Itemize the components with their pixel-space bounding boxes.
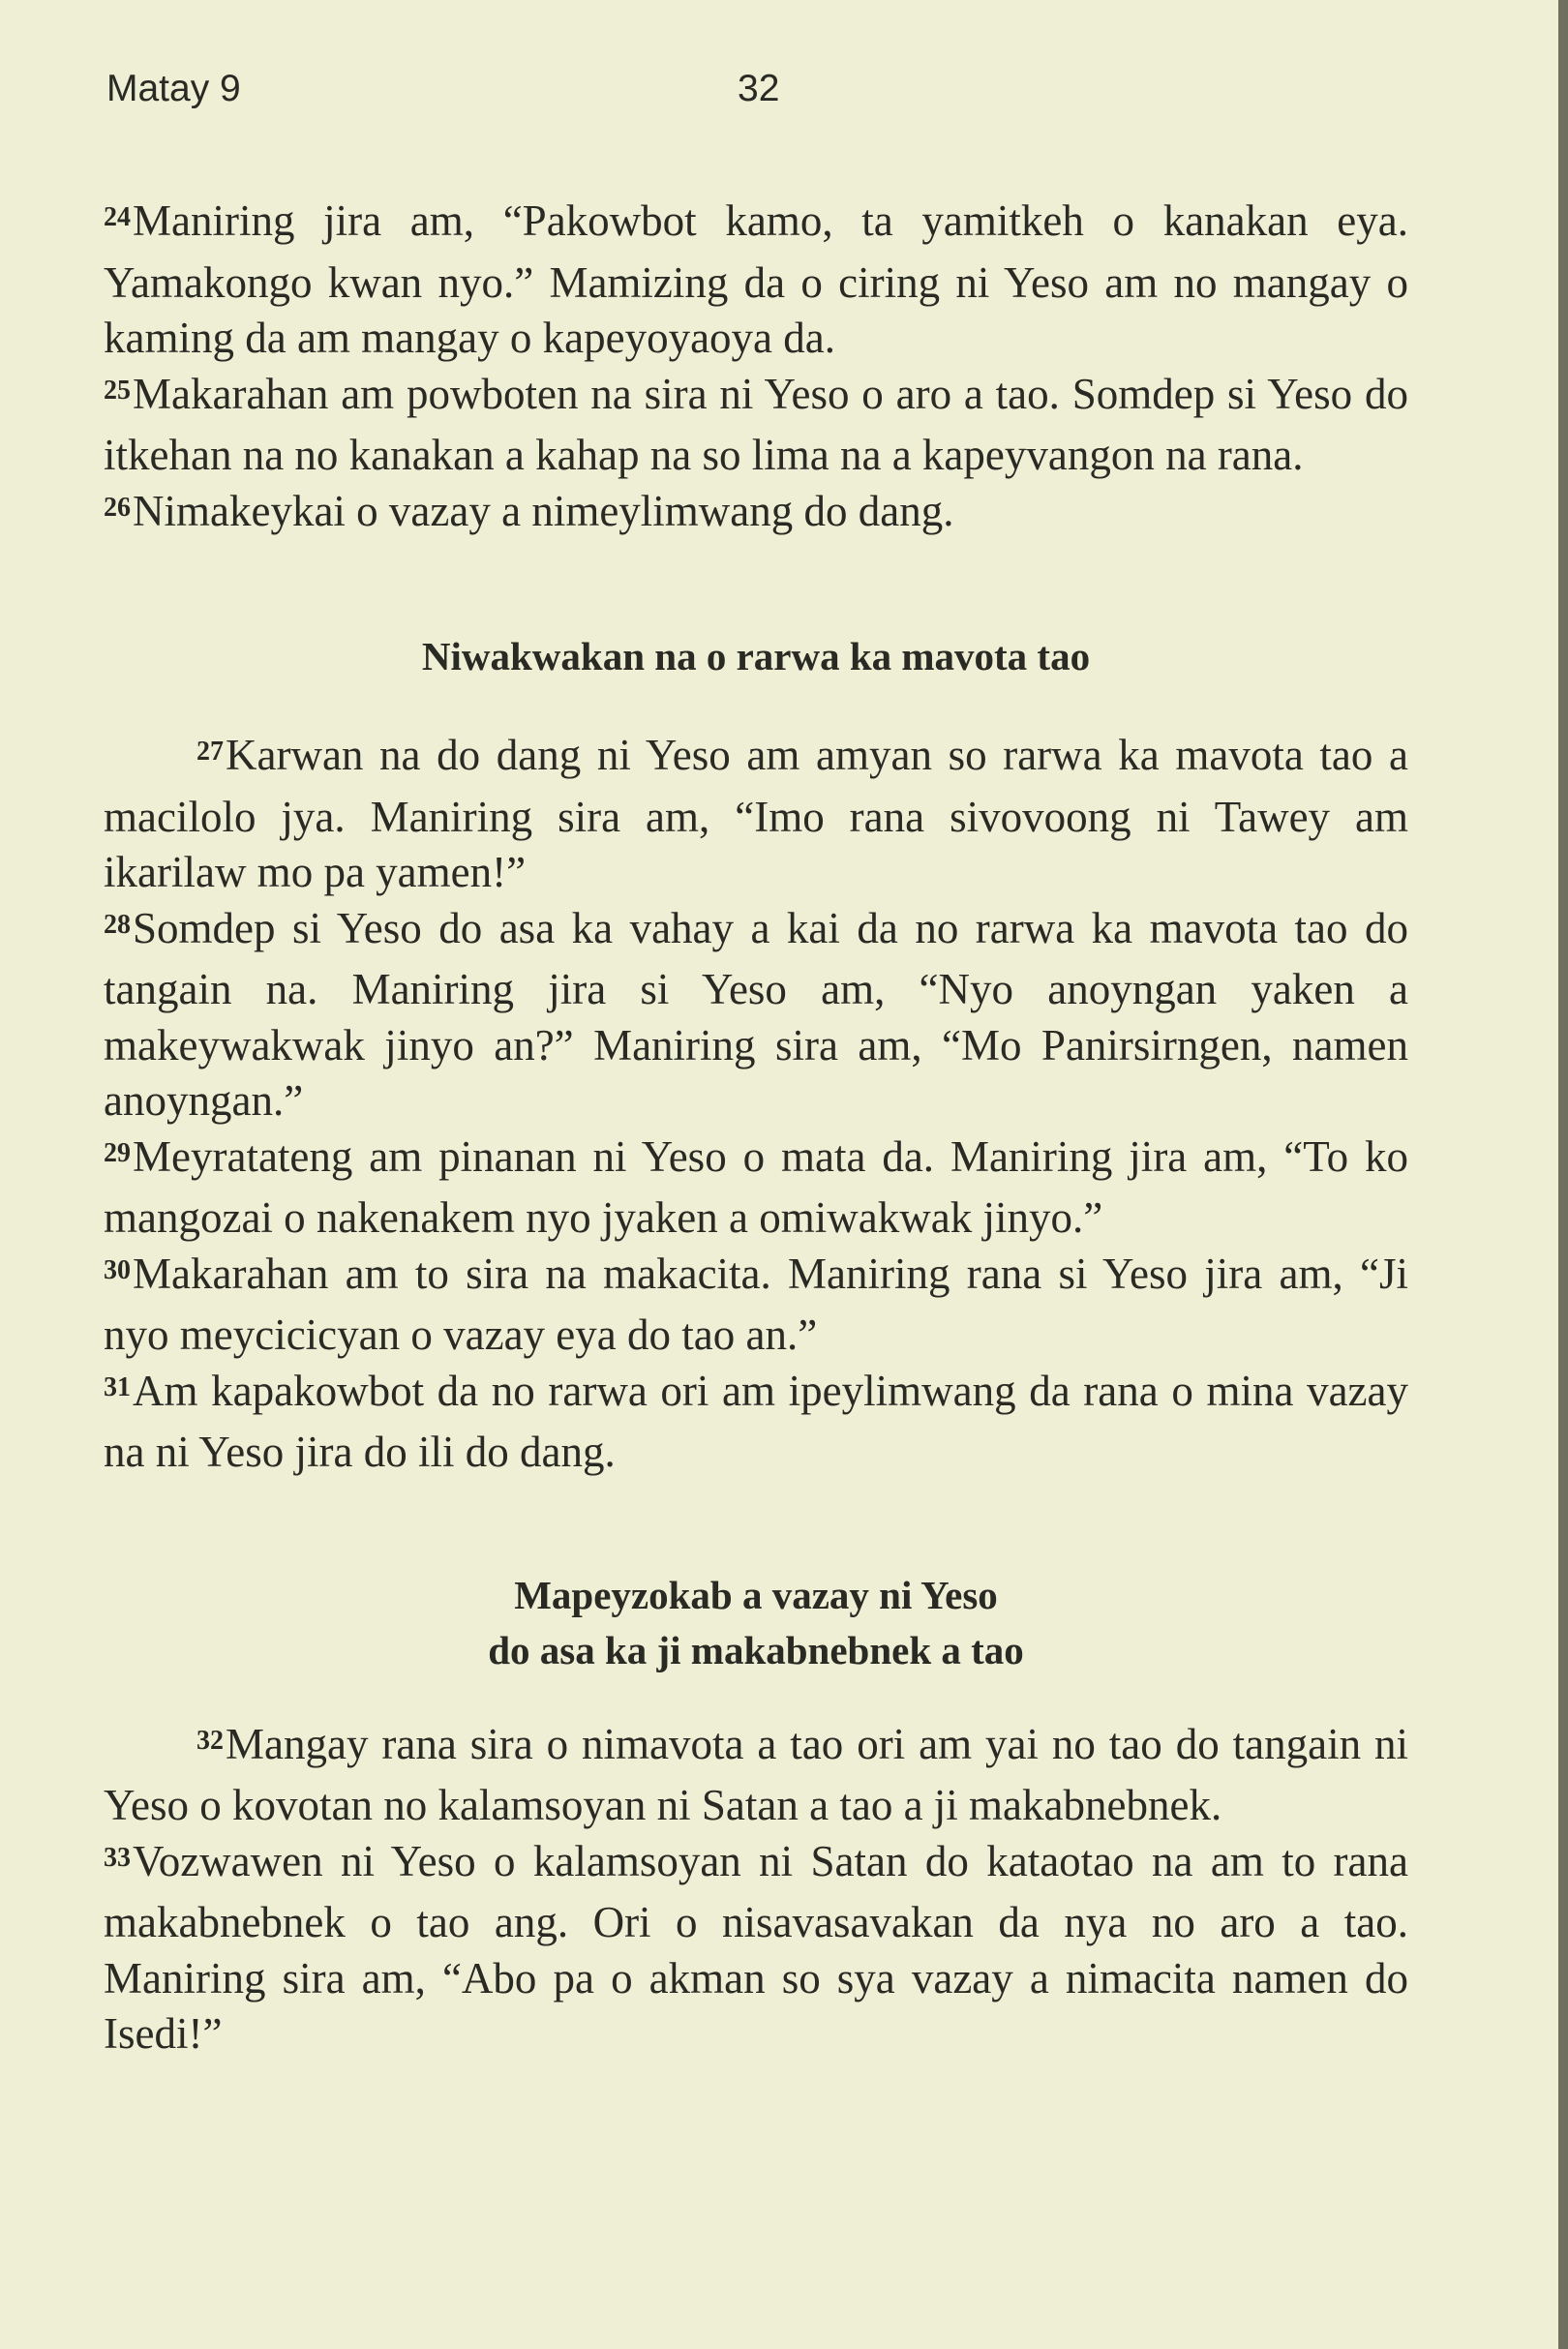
- verse-27: [104, 728, 1408, 901]
- verse-text: Makarahan am to sira na makacita. Maniring rana si Yeso jira am, “Ji nyo meycicicyan o vazay eya do tao an.”: [104, 1249, 1408, 1359]
- page-number: 32: [738, 68, 780, 109]
- verse-number: 24: [104, 202, 131, 232]
- verse-text: Mangay rana sira o nimavota a tao ori am yai no tao do tangain ni Yeso o kovotan no kalamsoyan ni Satan a tao a ji makabnebnek.: [104, 1719, 1408, 1829]
- verse-text: Makarahan am powboten na sira ni Yeso o aro a tao. Somdep si Yeso do itkehan na no kanakan a kahap na so lima na a kapeyvangon na rana.: [104, 369, 1408, 479]
- verse-number: 27: [196, 737, 224, 767]
- verse-text: Somdep si Yeso do asa ka vahay a kai da no rarwa ka mavota tao do tangain na. Maniring jira si Yeso am, “Nyo anoyngan yaken a makeywakwak jinyo an?” Maniring sira am, “Mo Panirsirngen, namen anoyngan.”: [104, 903, 1408, 1125]
- verse-number: 26: [104, 492, 131, 523]
- page-edge: [1558, 0, 1568, 2349]
- verse-number: 25: [104, 375, 131, 406]
- section-heading-healing-mute-line2: do asa ka ji makabnebnek a tao: [488, 1627, 1024, 1672]
- verse-text: Nimakeykai o vazay a nimeylimwang do dang.: [133, 486, 954, 535]
- verse-number: 31: [104, 1371, 131, 1402]
- verse-number: 30: [104, 1254, 131, 1285]
- section-heading-healing-mute-line1: Mapeyzokab a vazay ni Yeso: [514, 1572, 998, 1617]
- verse-number: 28: [104, 909, 131, 940]
- verse-text: Karwan na do dang ni Yeso am amyan so rarwa ka mavota tao a macilolo jya. Maniring sira am, “Imo rana sivovoong ni Tawey am ikarilaw mo pa yamen!”: [104, 731, 1408, 896]
- verse-28: [104, 901, 1408, 1129]
- verse-text: Meyratateng am pinanan ni Yeso o mata da. Maniring jira am, “To ko mangozai o nakenakem nyo jyaken a omiwakwak jinyo.”: [104, 1131, 1408, 1242]
- verse-text: Am kapakowbot da no rarwa ori am ipeylimwang da rana o mina vazay na ni Yeso jira do ili do dang.: [104, 1366, 1408, 1476]
- verse-32: [104, 1717, 1408, 1834]
- verse-number: 33: [104, 1842, 131, 1873]
- verse-number: 29: [104, 1137, 131, 1168]
- book-chapter-label: Matay 9: [106, 68, 241, 109]
- verse-25: [104, 367, 1408, 484]
- page-content: [104, 194, 1408, 2063]
- verse-30: [104, 1247, 1408, 1364]
- running-head: [106, 68, 1413, 126]
- verse-29: [104, 1129, 1408, 1247]
- verse-24: [104, 194, 1408, 367]
- verse-text: Maniring jira am, “Pakowbot kamo, ta yamitkeh o kanakan eya. Yamakongo kwan nyo.” Mamizing da o ciring ni Yeso am no mangay o kaming da am mangay o kapeyoyaoya da.: [104, 196, 1408, 362]
- section-heading-healing-blind: Niwakwakan na o rarwa ka mavota tao: [421, 634, 1091, 678]
- verse-number: 32: [196, 1725, 224, 1756]
- verse-33: [104, 1834, 1408, 2063]
- verse-26: [104, 484, 1408, 546]
- verse-31: [104, 1364, 1408, 1481]
- verse-text: Vozwawen ni Yeso o kalamsoyan ni Satan do kataotao na am to rana makabnebnek o tao ang. Ori o nisavasavakan da nya no aro a tao. Maniring sira am, “Abo pa o akman so sya vazay a nimacita namen do Isedi!”: [104, 1836, 1408, 2058]
